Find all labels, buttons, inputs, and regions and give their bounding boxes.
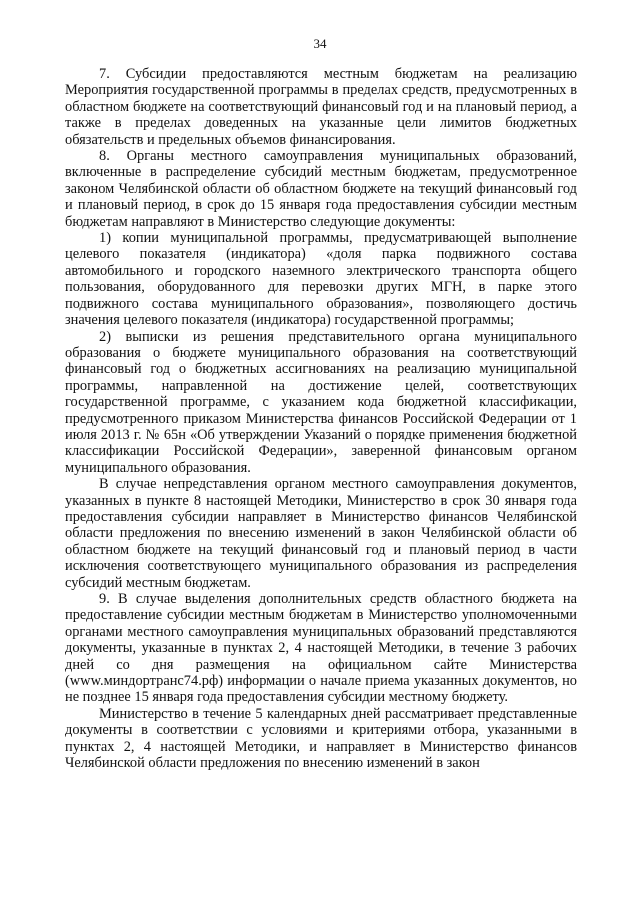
document-body (65, 66, 577, 771)
paragraph-item-7: 7. Субсидии предоставляются местным бюджетам на реализацию Мероприятия государственной программы в пределах средств, предусмотренных в областном бюджете на соответствующий финансовый год и на плановый период, а также в пределах доведенных на указанные цели лимитов бюджетных обязательств и предельных объемов финансирования. (65, 66, 577, 148)
paragraph-item-8: 8. Органы местного самоуправления муниципальных образований, включенные в распределение субсидий местным бюджетам, предусмотренное законом Челябинской области об областном бюджете на текущий финансовый год и плановый период, в срок до 15 января года предоставления субсидии местным бюджетам направляют в Министерство следующие документы: (65, 148, 577, 230)
paragraph-subitem-1: 1) копии муниципальной программы, предусматривающей выполнение целевого показателя (индикатора) «доля парка подвижного состава автомобильного и городского наземного электрического транспорта общего пользования, оборудованного для перевозки других МГН, в парке этого подвижного состава муниципального образования», позволяющего достичь значения целевого показателя (индикатора) государственной программы; (65, 230, 577, 329)
paragraph-ministry-review: Министерство в течение 5 календарных дней рассматривает представленные документы в соответствии с условиями и критериями отбора, указанными в пунктах 2, 4 настоящей Методики, и направляет в Министерство финансов Челябинской области предложения по внесению изменений в закон (65, 705, 577, 772)
paragraph-subitem-2: 2) выписки из решения представительного органа муниципального образования о бюджете муниципального образования на соответствующий финансовый год о бюджетных ассигнованиях на реализацию муниципальной программы, направленной на достижение целей, соответствующих государственной программе, с указанием кода бюджетной классификации, предусмотренного приказом Министерства финансов Российской Федерации от 1 июля 2013 г. № 65н «Об утверждении Указаний о порядке применения бюджетной классификации Российской Федерации», заверенной финансовым органом муниципального образования. (65, 328, 577, 476)
paragraph-non-submission: В случае непредставления органом местного самоуправления документов, указанных в пункте 8 настоящей Методики, Министерство в срок 30 января года предоставления субсидии направляет в Министерство финансов Челябинской области предложения по внесению изменений в закон Челябинской области об областном бюджете на текущий финансовый год и плановый период в части исключения соответствующего муниципального образования из распределения субсидий местным бюджетам. (65, 476, 577, 591)
paragraph-item-9: 9. В случае выделения дополнительных средств областного бюджета на предоставление субсидии местным бюджетам в Министерство уполномоченными органами местного самоуправления муниципальных образований представляются документы, указанные в пунктах 2, 4 настоящей Методики, в течение 3 рабочих дней со дня размещения на официальном сайте Министерства (www.миндортранс74.рф) информации о начале приема указанных документов, но не позднее 15 января года предоставления субсидии местному бюджету. (65, 591, 577, 706)
page-number: 34 (313, 36, 327, 51)
